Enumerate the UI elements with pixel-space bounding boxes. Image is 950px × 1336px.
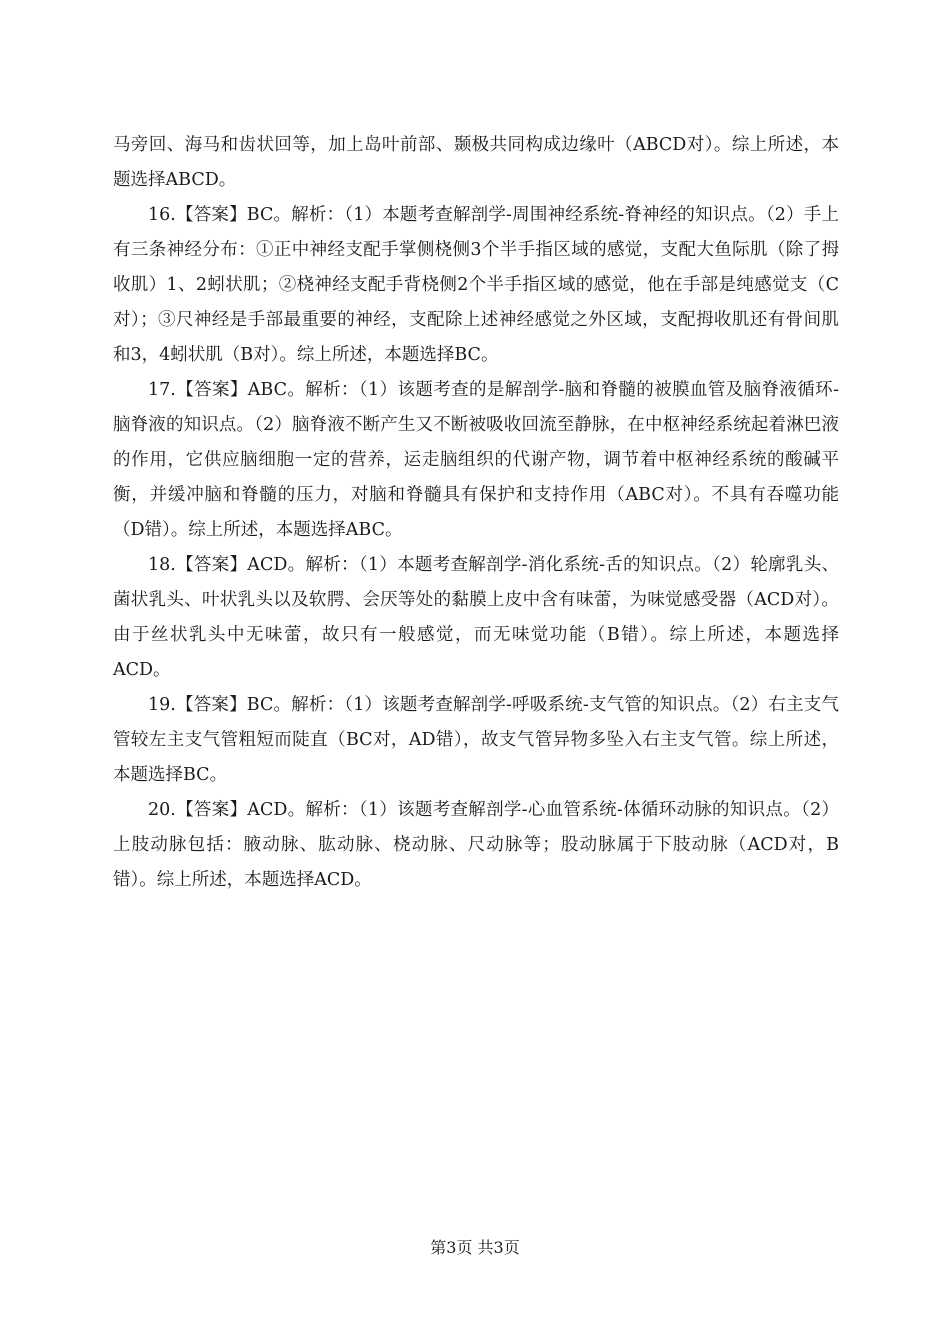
answer-16: 16.【答案】BC。解析：（1）本题考查解剖学-周围神经系统-脊神经的知识点。（2）手上有三条神经分布：①正中神经支配手掌侧桡侧3个半手指区域的感觉，支配大鱼际肌（除了拇收肌）1、2蚓状肌；②桡神经支配手背桡侧2个半手指区域的感觉，他在手部是纯感觉支（C对）；③尺神经是手部最重要的神经，支配除上述神经感觉之外区域，支配拇收肌还有骨间肌和3，4蚓状肌（B对）。综上所述，本题选择BC。	[113, 205, 839, 365]
page-number: 第3页 共3页	[430, 1238, 520, 1257]
answer-19: 19.【答案】BC。解析：（1）该题考查解剖学-呼吸系统-支气管的知识点。（2）右主支气管较左主支气管粗短而陡直（BC对，AD错），故支气管异物多坠入右主支气管。综上所述，本题选择BC。	[113, 695, 839, 785]
answer-20: 20.【答案】ACD。解析：（1）该题考查解剖学-心血管系统-体循环动脉的知识点。（2）上肢动脉包括：腋动脉、肱动脉、桡动脉、尺动脉等；股动脉属于下肢动脉（ACD对，B错）。综上所述，本题选择ACD。	[113, 800, 839, 890]
paragraph-continuation: 马旁回、海马和齿状回等，加上岛叶前部、颞极共同构成边缘叶（ABCD对）。综上所述，本题选择ABCD。	[113, 135, 839, 190]
answer-18: 18.【答案】ACD。解析：（1）本题考查解剖学-消化系统-舌的知识点。（2）轮廓乳头、菌状乳头、叶状乳头以及软腭、会厌等处的黏膜上皮中含有味蕾，为味觉感受器（ACD对）。由于丝状乳头中无味蕾，故只有一般感觉，而无味觉功能（B错）。综上所述，本题选择ACD。	[113, 555, 839, 680]
answer-17: 17.【答案】ABC。解析：（1）该题考查的是解剖学-脑和脊髓的被膜血管及脑脊液循环-脑脊液的知识点。（2）脑脊液不断产生又不断被吸收回流至静脉，在中枢神经系统起着淋巴液的作用，它供应脑细胞一定的营养，运走脑组织的代谢产物，调节着中枢神经系统的酸碱平衡，并缓冲脑和脊髓的压力，对脑和脊髓具有保护和支持作用（ABC对）。不具有吞噬功能（D错）。综上所述，本题选择ABC。	[113, 380, 839, 540]
answer-content	[113, 128, 839, 898]
